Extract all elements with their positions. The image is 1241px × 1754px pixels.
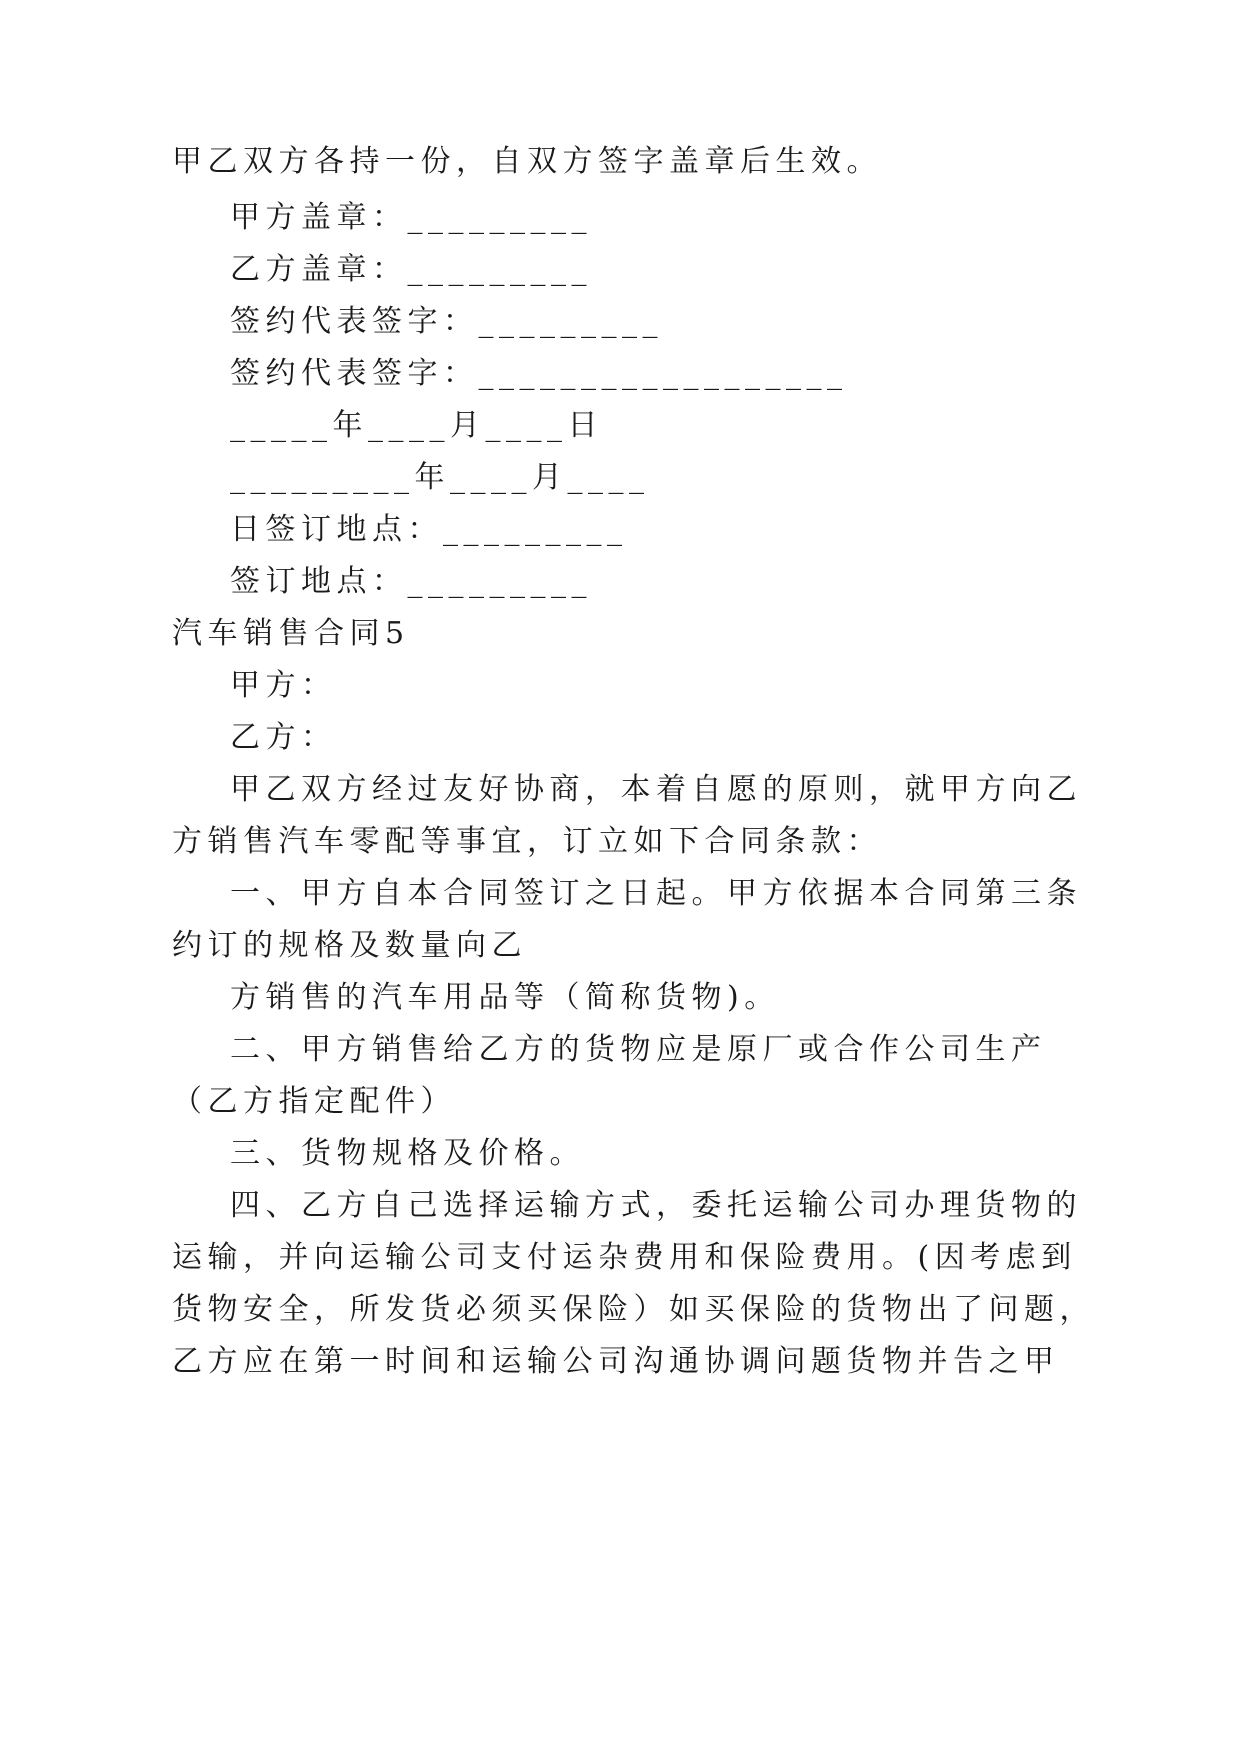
signature-line-party-a-seal: 甲方盖章：_________	[230, 200, 592, 235]
party-b-line: 乙方：	[230, 720, 337, 755]
date-line: _________年____月____	[230, 460, 650, 495]
text-line: 甲乙双方经过友好协商，本着自愿的原则，就甲方向乙	[230, 772, 1082, 807]
text-line: 二、甲方销售给乙方的货物应是原厂或合作公司生产	[230, 1032, 1047, 1067]
signing-place-line: 日签订地点：_________	[230, 512, 628, 547]
section-title: 汽车销售合同5	[172, 616, 410, 651]
text-line: 方销售的汽车用品等（简称货物)。	[230, 980, 780, 1015]
text-line: 三、货物规格及价格。	[230, 1136, 585, 1171]
signature-line-representative: 签约代表签字：_________	[230, 304, 663, 339]
text-line: 方销售汽车零配等事宜，订立如下合同条款：	[172, 824, 882, 859]
signature-line-representative: 签约代表签字：__________________	[230, 356, 848, 391]
party-a-line: 甲方：	[230, 668, 337, 703]
text-line: 乙方应在第一时间和运输公司沟通协调问题货物并告之甲	[172, 1344, 1060, 1379]
text-line: （乙方指定配件）	[172, 1084, 456, 1119]
signature-line-party-b-seal: 乙方盖章：_________	[230, 252, 592, 287]
text-line: 四、乙方自己选择运输方式，委托运输公司办理货物的	[230, 1188, 1082, 1223]
signing-place-line: 签订地点：_________	[230, 564, 592, 599]
text-line: 一、甲方自本合同签订之日起。甲方依据本合同第三条	[230, 876, 1082, 911]
text-line: 约订的规格及数量向乙	[172, 928, 527, 963]
date-line: _____年____月____日	[230, 408, 603, 443]
text-line: 运输，并向运输公司支付运杂费用和保险费用。(因考虑到	[172, 1240, 1077, 1275]
text-line: 货物安全，所发货必须买保险）如买保险的货物出了问题，	[172, 1292, 1095, 1327]
text-line: 甲乙双方各持一份，自双方签字盖章后生效。	[172, 144, 882, 179]
